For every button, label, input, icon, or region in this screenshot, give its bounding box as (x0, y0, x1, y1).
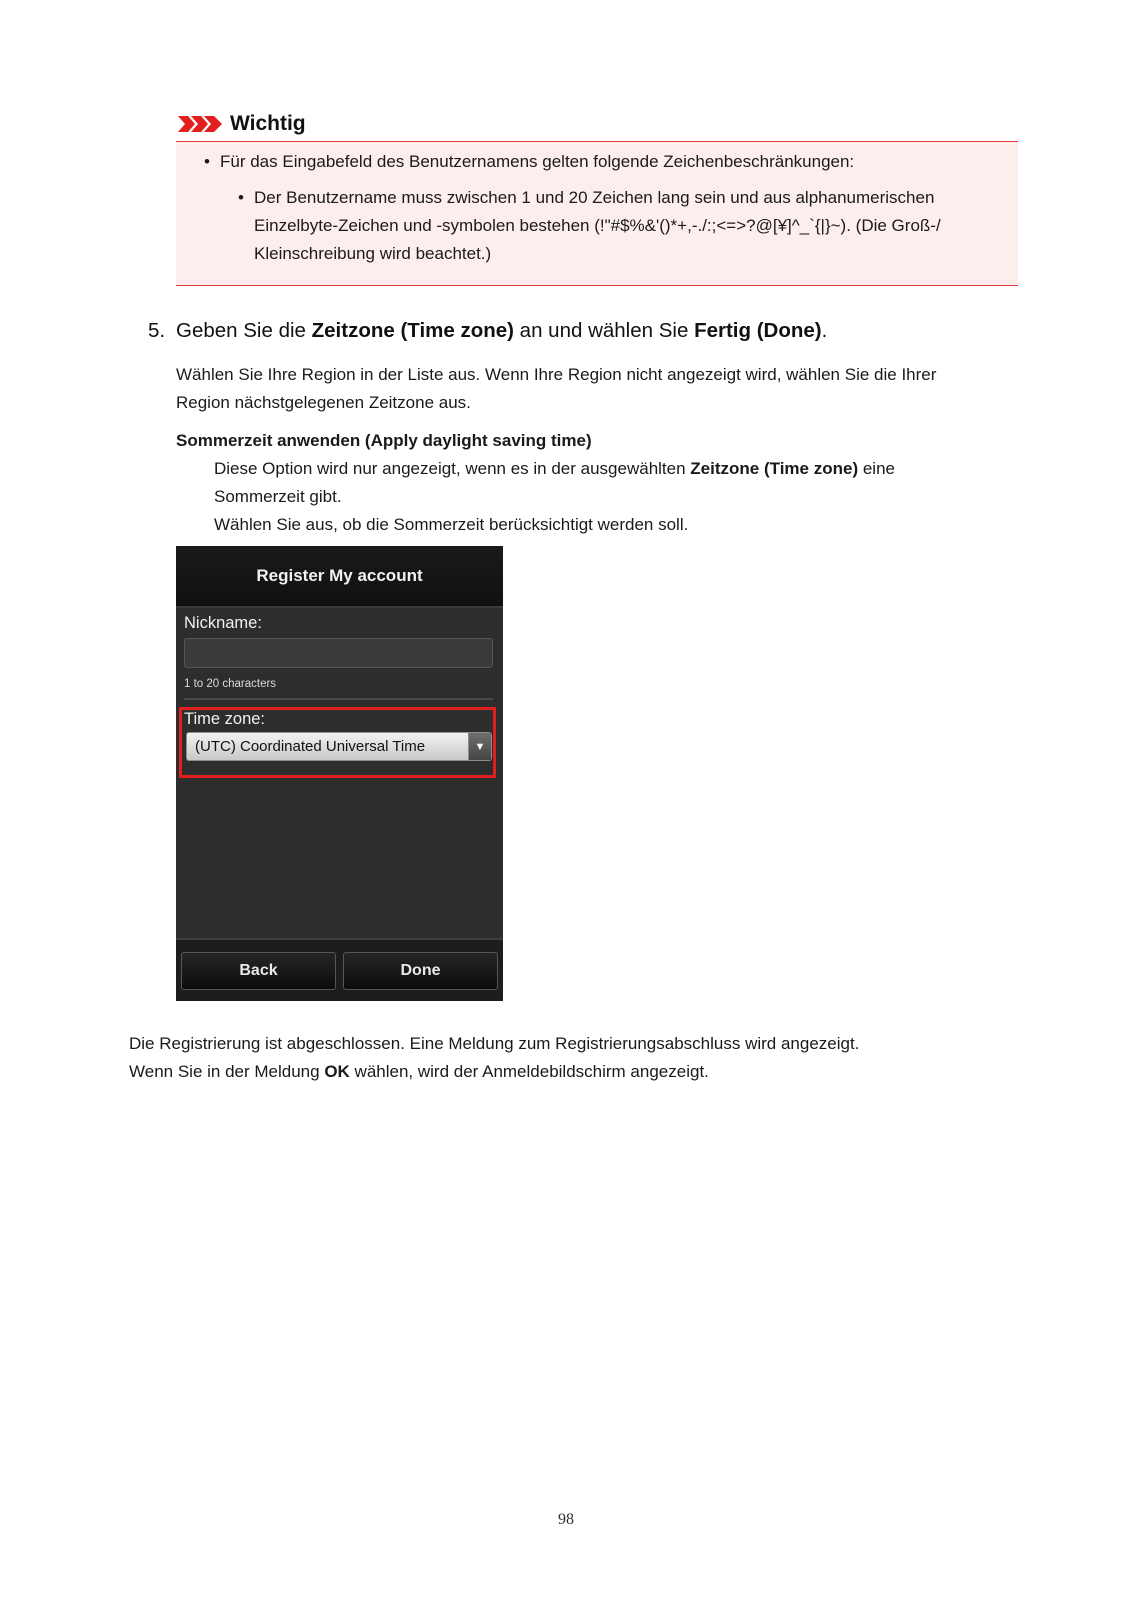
nickname-label: Nickname: (184, 614, 262, 632)
screen-footer (176, 938, 503, 1001)
bullet-icon: • (238, 188, 244, 207)
dst-description: Diese Option wird nur angezeigt, wenn es in der ausgewählten Zeitzone (Time zone) eine Sommerzeit gibt. Wählen Sie aus, ob die Sommerzeit berücksichtigt werden soll. (214, 459, 895, 534)
divider (184, 698, 493, 700)
timezone-select[interactable] (186, 732, 492, 761)
sub-bullet-line: Einzelbyte-Zeichen und -symbolen bestehen (!"#$%&'()*+,-./:;<=>?@[¥]^_`{|}~). (Die Groß-/ (254, 216, 941, 235)
step-number: 5. (148, 319, 166, 342)
sub-bullet-line: Kleinschreibung wird beachtet.) (254, 244, 492, 263)
sub-bullet-line: Der Benutzername muss zwischen 1 und 20 Zeichen lang sein und aus alphanumerischen (254, 188, 935, 207)
screen-title: Register My account (176, 546, 503, 608)
step-paragraph: Wählen Sie Ihre Region in der Liste aus. Wenn Ihre Region nicht angezeigt wird, wählen Sie die Ihrer Region nächstgelegenen Zeitzone aus. (176, 365, 937, 412)
step-text: Geben Sie die Zeitzone (Time zone) an und wählen Sie Fertig (Done). (176, 319, 828, 342)
important-title: Wichtig (230, 112, 306, 135)
back-button[interactable]: Back (181, 952, 336, 990)
nickname-hint: 1 to 20 characters (184, 678, 277, 690)
screen-body (176, 608, 503, 938)
bullet-icon: • (204, 152, 210, 171)
timezone-label: Time zone: (184, 710, 266, 728)
register-account-screenshot (176, 546, 503, 1001)
closing-paragraph: Die Registrierung ist abgeschlossen. Eine Meldung zum Registrierungsabschluss wird angezeigt. Wenn Sie in der Meldung OK wählen, wird der Anmeldebildschirm angezeigt. (129, 1034, 860, 1081)
page-number: 98 (558, 1511, 574, 1528)
dst-heading: Sommerzeit anwenden (Apply daylight saving time) (176, 431, 592, 450)
important-bullet (204, 148, 854, 176)
important-header (178, 110, 306, 138)
nickname-input[interactable] (184, 638, 493, 668)
warning-arrows-icon (178, 114, 224, 134)
important-bullet-text: Für das Eingabefeld des Benutzernamens gelten folgende Zeichenbeschränkungen: (220, 152, 855, 171)
important-box (176, 141, 1018, 286)
important-sub-bullet (238, 184, 941, 268)
chevron-down-icon[interactable]: ▼ (468, 733, 491, 760)
step-heading (148, 319, 827, 343)
timezone-value: (UTC) Coordinated Universal Time (195, 738, 426, 755)
done-button[interactable]: Done (343, 952, 498, 990)
